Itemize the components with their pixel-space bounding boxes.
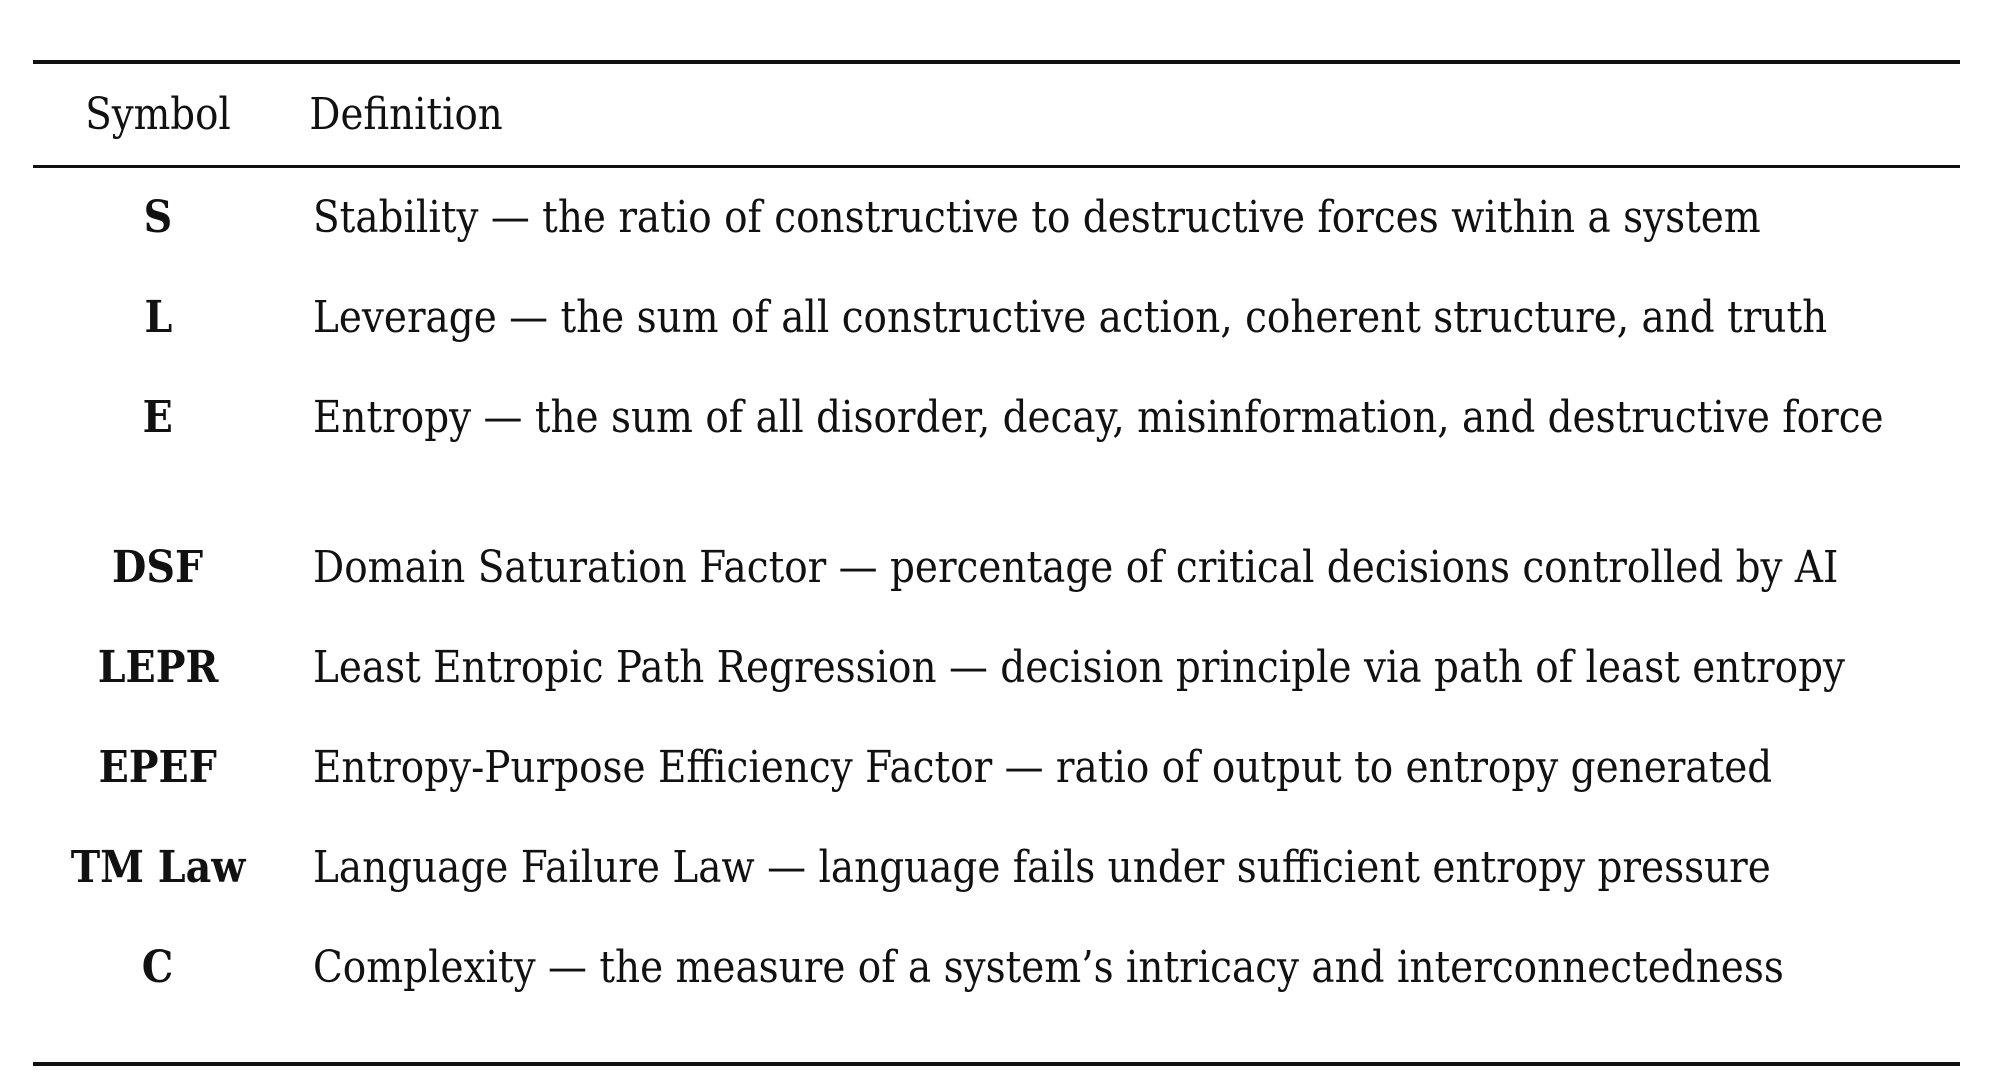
header-definition: Definition	[309, 89, 503, 140]
table-header-row	[33, 64, 1960, 165]
row-definition: Language Failure Law — language fails under sufficient entropy pressure	[313, 842, 1771, 893]
table-row	[33, 740, 1960, 840]
table-body	[33, 168, 1960, 1062]
table-row	[33, 540, 1960, 640]
row-definition: Stability — the ratio of constructive to destructive forces within a system	[313, 192, 1761, 243]
row-definition: Leverage — the sum of all constructive action, coherent structure, and truth	[313, 292, 1828, 343]
table-row	[33, 390, 1960, 540]
table-row	[33, 940, 1960, 1040]
row-definition: Least Entropic Path Regression — decision principle via path of least entropy	[313, 642, 1845, 693]
row-symbol: C	[142, 942, 174, 993]
table-row	[33, 190, 1960, 290]
header-symbol: Symbol	[85, 89, 231, 140]
table-row	[33, 640, 1960, 740]
row-definition: Entropy — the sum of all disorder, decay, misinformation, and destructive force	[313, 392, 1884, 443]
row-symbol: S	[143, 192, 173, 243]
table-row	[33, 290, 1960, 390]
row-definition: Entropy-Purpose Efficiency Factor — ratio of output to entropy generated	[313, 742, 1773, 793]
row-symbol: L	[144, 292, 172, 343]
table-row	[33, 840, 1960, 940]
row-symbol: E	[142, 392, 174, 443]
symbol-definition-table	[33, 60, 1960, 1066]
row-symbol: EPEF	[98, 742, 218, 793]
row-definition: Domain Saturation Factor — percentage of critical decisions controlled by AI	[313, 542, 1839, 593]
row-symbol: DSF	[112, 542, 204, 593]
row-symbol: LEPR	[97, 642, 219, 693]
table-bottom-rule	[33, 1062, 1960, 1066]
row-definition: Complexity — the measure of a system’s intricacy and interconnectedness	[313, 942, 1784, 993]
row-symbol: TM Law	[70, 842, 246, 893]
